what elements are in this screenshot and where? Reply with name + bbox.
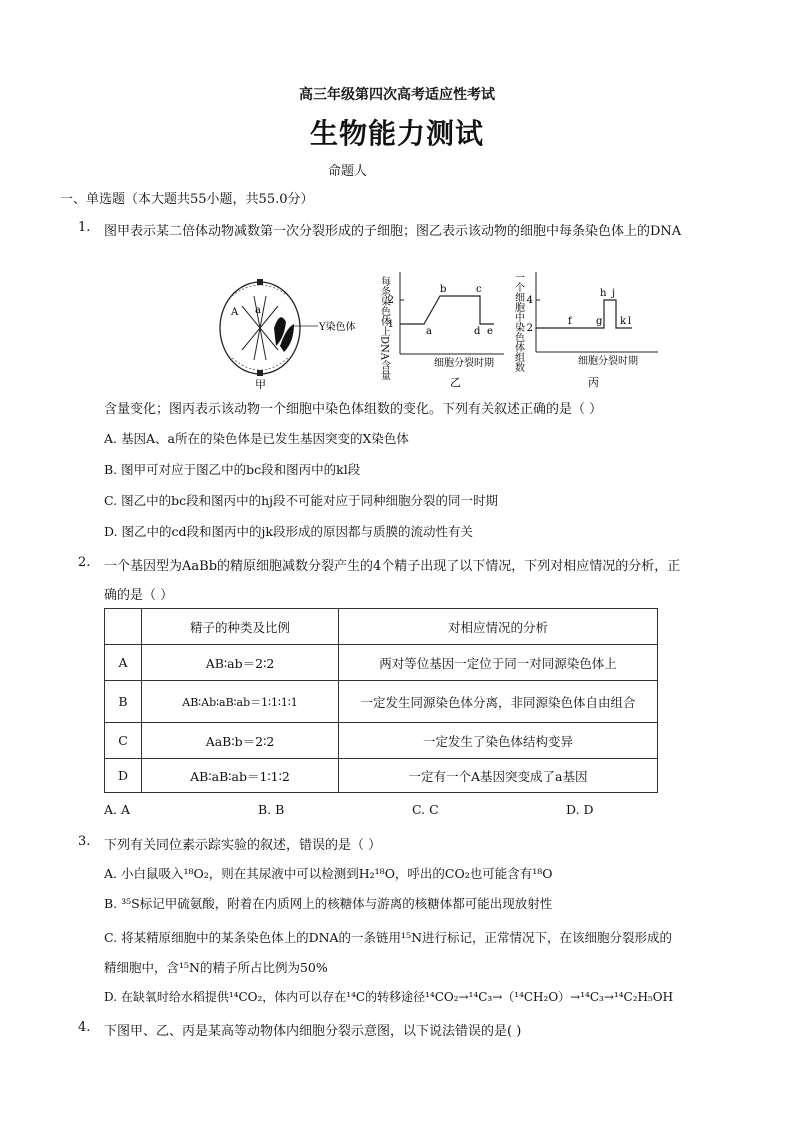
bing-point-j: j [612, 288, 616, 299]
q2-choice-d: D. D [566, 802, 594, 817]
q2-row-d-label: D [105, 759, 142, 793]
jia-label-y-chromosome: Y染色体 [319, 322, 356, 333]
q4-number: 4. [78, 1020, 91, 1035]
jia-caption: 甲 [255, 378, 266, 391]
q2-row-a-label: A [105, 645, 142, 681]
q2-row-d-analysis: 一定有一个A基因突变成了a基因 [339, 759, 658, 793]
q2-row-a-sperm: AB∶ab＝2∶2 [142, 645, 339, 681]
bing-chromosome-set-curve [536, 300, 632, 328]
yi-point-e: e [487, 326, 493, 337]
yi-ytick-1: 1 [387, 319, 394, 330]
q2-answer-table [104, 608, 658, 793]
bing-point-g: g [596, 316, 603, 327]
bing-x-axis-label: 细胞分裂时期 [578, 356, 638, 367]
q2-row-c-analysis: 一定发生了染色体结构变异 [339, 723, 658, 759]
bing-y-axis-label: 一个细胞中染色体组数 [512, 272, 524, 372]
yi-caption: 乙 [450, 376, 461, 389]
yi-y-axis-label: 每条染色体上DNA含量 [378, 276, 390, 380]
q2-stem-line2: 确的是（ ） [104, 588, 174, 603]
author-label: 命题人 [328, 164, 368, 179]
q2-row-a-analysis: 两对等位基因一定位于同一对同源染色体上 [339, 645, 658, 681]
q1-option-a: A. 基因A、a所在的染色体是已发生基因突变的X染色体 [104, 431, 409, 446]
q3-option-b: B. ³⁵S标记甲硫氨酸，附着在内质网上的核糖体与游离的核糖体都可能出现放射性 [104, 896, 553, 911]
q2-table-row-b [105, 681, 658, 723]
q4-stem: 下图甲、乙、丙是某高等动物体内细胞分裂示意图，以下说法错误的是( ) [104, 1024, 522, 1039]
q2-table-row-a [105, 645, 658, 681]
bing-point-h: h [600, 288, 607, 299]
jia-label-A: A [231, 307, 239, 318]
yi-point-d: d [474, 326, 481, 337]
q1-option-c: C. 图乙中的bc段和图丙中的hj段不可能对应于同种细胞分裂的同一时期 [104, 493, 498, 508]
q2-row-b-label: B [105, 681, 142, 723]
yi-x-axis-label: 细胞分裂时期 [434, 358, 494, 369]
q2-row-b-analysis: 一定发生同源染色体分离，非同源染色体自由组合 [339, 681, 658, 723]
exam-title: 生物能力测试 [309, 117, 484, 150]
q2-row-b-sperm: AB∶Ab∶aB∶ab＝1∶1∶1∶1 [142, 681, 339, 723]
yi-point-c: c [476, 284, 482, 295]
q3-option-a: A. 小白鼠吸入¹⁸O₂，则在其尿液中可以检测到H₂¹⁸O，呼出的CO₂也可能含有¹⁸O [104, 866, 553, 881]
yi-dna-curve [400, 296, 494, 324]
q2-table-header-sperm: 精子的种类及比例 [142, 609, 339, 645]
q1-stem-line2: 含量变化；图丙表示该动物一个细胞中染色体组数的变化。下列有关叙述正确的是（ ） [104, 402, 603, 417]
q2-table-header-blank [105, 609, 142, 645]
bing-caption: 丙 [588, 376, 599, 389]
q2-table-header-analysis: 对相应情况的分析 [339, 609, 658, 645]
bing-ytick-2: 2 [526, 323, 533, 334]
q1-figure-jia [214, 266, 374, 391]
yi-ytick-2: 2 [387, 295, 394, 306]
bing-point-l: l [628, 316, 632, 327]
q1-number: 1. [78, 220, 91, 235]
exam-subtitle: 高三年级第四次高考适应性考试 [299, 87, 495, 103]
q2-table-header-row [105, 609, 658, 645]
q1-option-d: D. 图乙中的cd段和图丙中的jk段形成的原因都与质膜的流动性有关 [104, 524, 473, 539]
q1-option-b: B. 图甲可对应于图乙中的bc段和图丙中的kl段 [104, 462, 361, 477]
q1-figure-bing [512, 266, 662, 391]
q3-option-c-line1: C. 将某精原细胞中的某条染色体上的DNA的一条链用¹⁵N进行标记，正常情况下，在该细胞分裂形成的 [104, 930, 673, 945]
bing-ytick-4: 4 [526, 295, 533, 306]
section-heading: 一、单选题（本大题共55小题，共55.0分） [60, 192, 314, 207]
yi-point-b: b [440, 284, 447, 295]
q3-option-c-line2: 精细胞中，含¹⁵N的精子所占比例为50% [104, 960, 328, 975]
yi-point-a: a [426, 326, 432, 337]
q3-number: 3. [78, 834, 91, 849]
bing-point-f: f [568, 316, 572, 327]
q2-choice-c: C. C [412, 802, 439, 817]
q1-stem-line1: 图甲表示某二倍体动物减数第一次分裂形成的子细胞；图乙表示该动物的细胞中每条染色体上的DNA [104, 224, 682, 239]
bing-point-k: k [620, 316, 627, 327]
q3-option-d: D. 在缺氧时给水稻提供¹⁴CO₂，体内可以存在¹⁴C的转移途径¹⁴CO₂→¹⁴C₃→（¹⁴CH₂O）→¹⁴C₃→¹⁴C₂H₅OH [104, 990, 674, 1004]
q3-stem: 下列有关同位素示踪实验的叙述，错误的是（ ） [104, 838, 382, 853]
q2-stem-line1: 一个基因型为AaBb的精原细胞减数分裂产生的4个精子出现了以下情况，下列对相应情况的分析，正 [104, 559, 681, 574]
q2-row-c-sperm: AaB∶b＝2∶2 [142, 723, 339, 759]
q2-number: 2. [78, 555, 91, 570]
jia-label-a: a [255, 305, 261, 316]
q2-table-row-d [105, 759, 658, 793]
q2-table-row-c [105, 723, 658, 759]
q2-row-c-label: C [105, 723, 142, 759]
q1-figure-yi [370, 266, 512, 391]
q2-choice-b: B. B [258, 802, 285, 817]
q2-row-d-sperm: AB∶aB∶ab＝1∶1∶2 [142, 759, 339, 793]
q2-choice-a: A. A [104, 802, 131, 817]
